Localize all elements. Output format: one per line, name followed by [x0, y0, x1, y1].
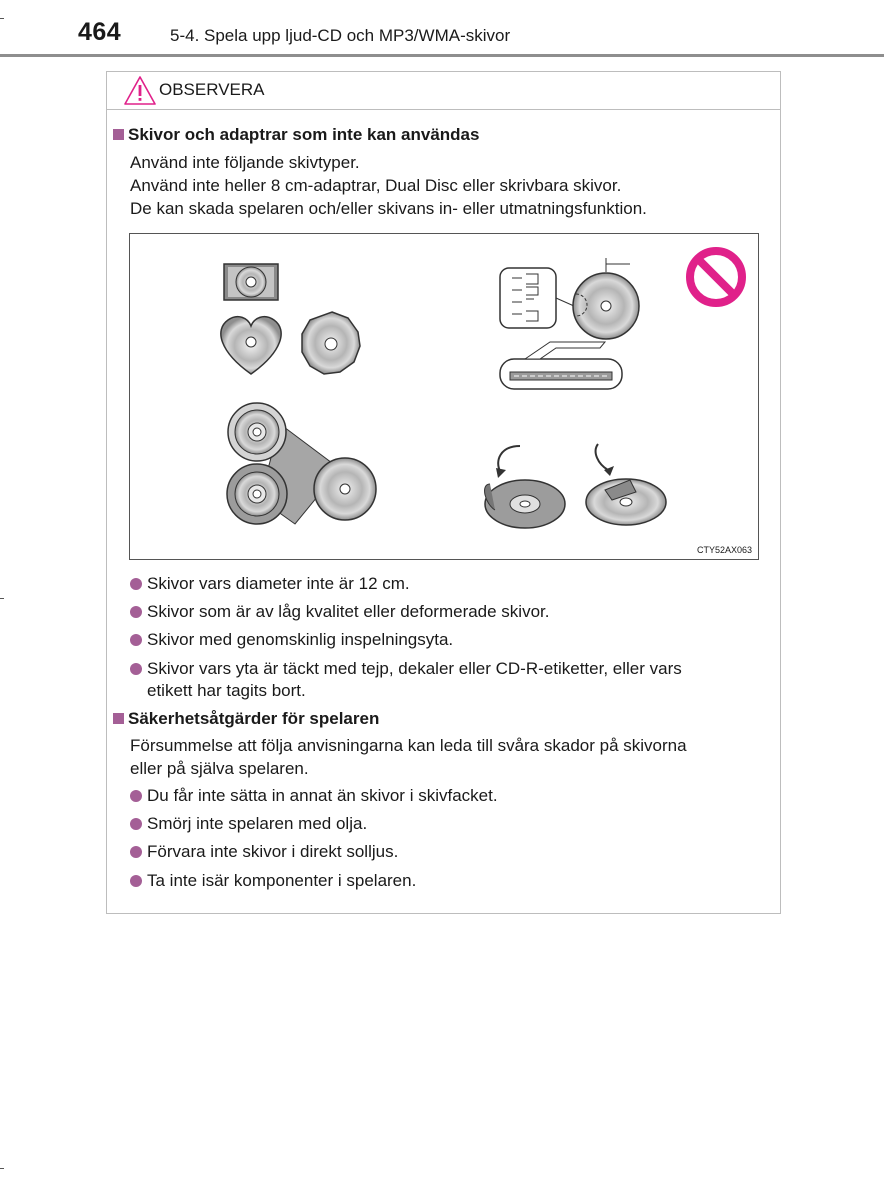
- page-number: 464: [78, 18, 122, 46]
- list-item: [130, 841, 775, 863]
- square-bullet-icon: [113, 129, 124, 140]
- paragraph-line: De kan skada spelaren och/eller skivans in- eller utmatningsfunktion.: [130, 199, 647, 218]
- round-bullet-icon: [130, 663, 142, 675]
- dual-disc-section-icon: [500, 258, 639, 389]
- adapter-disc-icon: [227, 403, 376, 524]
- list-item: [130, 785, 775, 807]
- header-rule: [0, 54, 884, 57]
- page-edge-tick: [0, 1168, 4, 1169]
- list-item-text: Du får inte sätta in annat än skivor i skivfacket.: [147, 786, 498, 805]
- disc-illustration: [129, 233, 759, 560]
- irregular-shaped-disc-icon: [302, 312, 360, 374]
- prohibited-sign-icon: [690, 251, 742, 303]
- list-item: [130, 870, 775, 892]
- round-bullet-icon: [130, 818, 142, 830]
- paragraph-line: Använd inte heller 8 cm-adaptrar, Dual Disc eller skrivbara skivor.: [130, 176, 622, 195]
- list-item-text: Skivor med genomskinlig inspelningsyta.: [147, 630, 454, 649]
- round-bullet-icon: [130, 578, 142, 590]
- section-title: 5-4. Spela upp ljud-CD och MP3/WMA-skivor: [170, 26, 511, 45]
- list-item-text-continued: etikett har tagits bort.: [147, 681, 306, 700]
- list-item: [130, 658, 775, 702]
- list-item-text: Förvara inte skivor i direkt solljus.: [147, 842, 399, 861]
- notice-box: [106, 71, 781, 914]
- warning-triangle-icon: [123, 75, 157, 106]
- section-heading-text: Säkerhetsåtgärder för spelaren: [128, 709, 380, 728]
- list-item-text: Smörj inte spelaren med olja.: [147, 814, 368, 833]
- disc-types-drawing: [130, 234, 758, 559]
- section-heading-unusable-discs: [113, 125, 479, 145]
- figure-code: CTY52AX063: [696, 545, 752, 555]
- paragraph-line: eller på själva spelaren.: [130, 759, 309, 778]
- section-heading-text: Skivor och adaptrar som inte kan användas: [128, 125, 480, 144]
- round-bullet-icon: [130, 606, 142, 618]
- round-bullet-icon: [130, 790, 142, 802]
- round-bullet-icon: [130, 634, 142, 646]
- notice-header: [107, 72, 780, 110]
- list-item: [130, 629, 775, 651]
- paragraph-line: Försummelse att följa anvisningarna kan leda till svåra skador på skivorna: [130, 736, 687, 755]
- list-item: [130, 813, 775, 835]
- heart-shaped-disc-icon: [221, 317, 281, 374]
- list-item: [130, 601, 775, 623]
- list-item: [130, 573, 775, 595]
- list-item-text: Skivor vars diameter inte är 12 cm.: [147, 574, 410, 593]
- round-bullet-icon: [130, 846, 142, 858]
- list-item-text: Skivor som är av låg kvalitet eller deformerade skivor.: [147, 602, 550, 621]
- section-heading-player-safety: [113, 709, 379, 729]
- paragraph-line: Använd inte följande skivtyper.: [130, 153, 360, 172]
- disc-with-tape-icon: [485, 444, 666, 528]
- list-item-text: Ta inte isär komponenter i spelaren.: [147, 871, 417, 890]
- page-edge-tick: [0, 598, 4, 599]
- card-shaped-disc-icon: [224, 264, 278, 300]
- square-bullet-icon: [113, 713, 124, 724]
- round-bullet-icon: [130, 875, 142, 887]
- page-edge-tick: [0, 18, 4, 19]
- notice-label: OBSERVERA: [159, 80, 265, 99]
- list-item-text: Skivor vars yta är täckt med tejp, dekaler eller CD-R-etiketter, eller vars: [147, 659, 682, 678]
